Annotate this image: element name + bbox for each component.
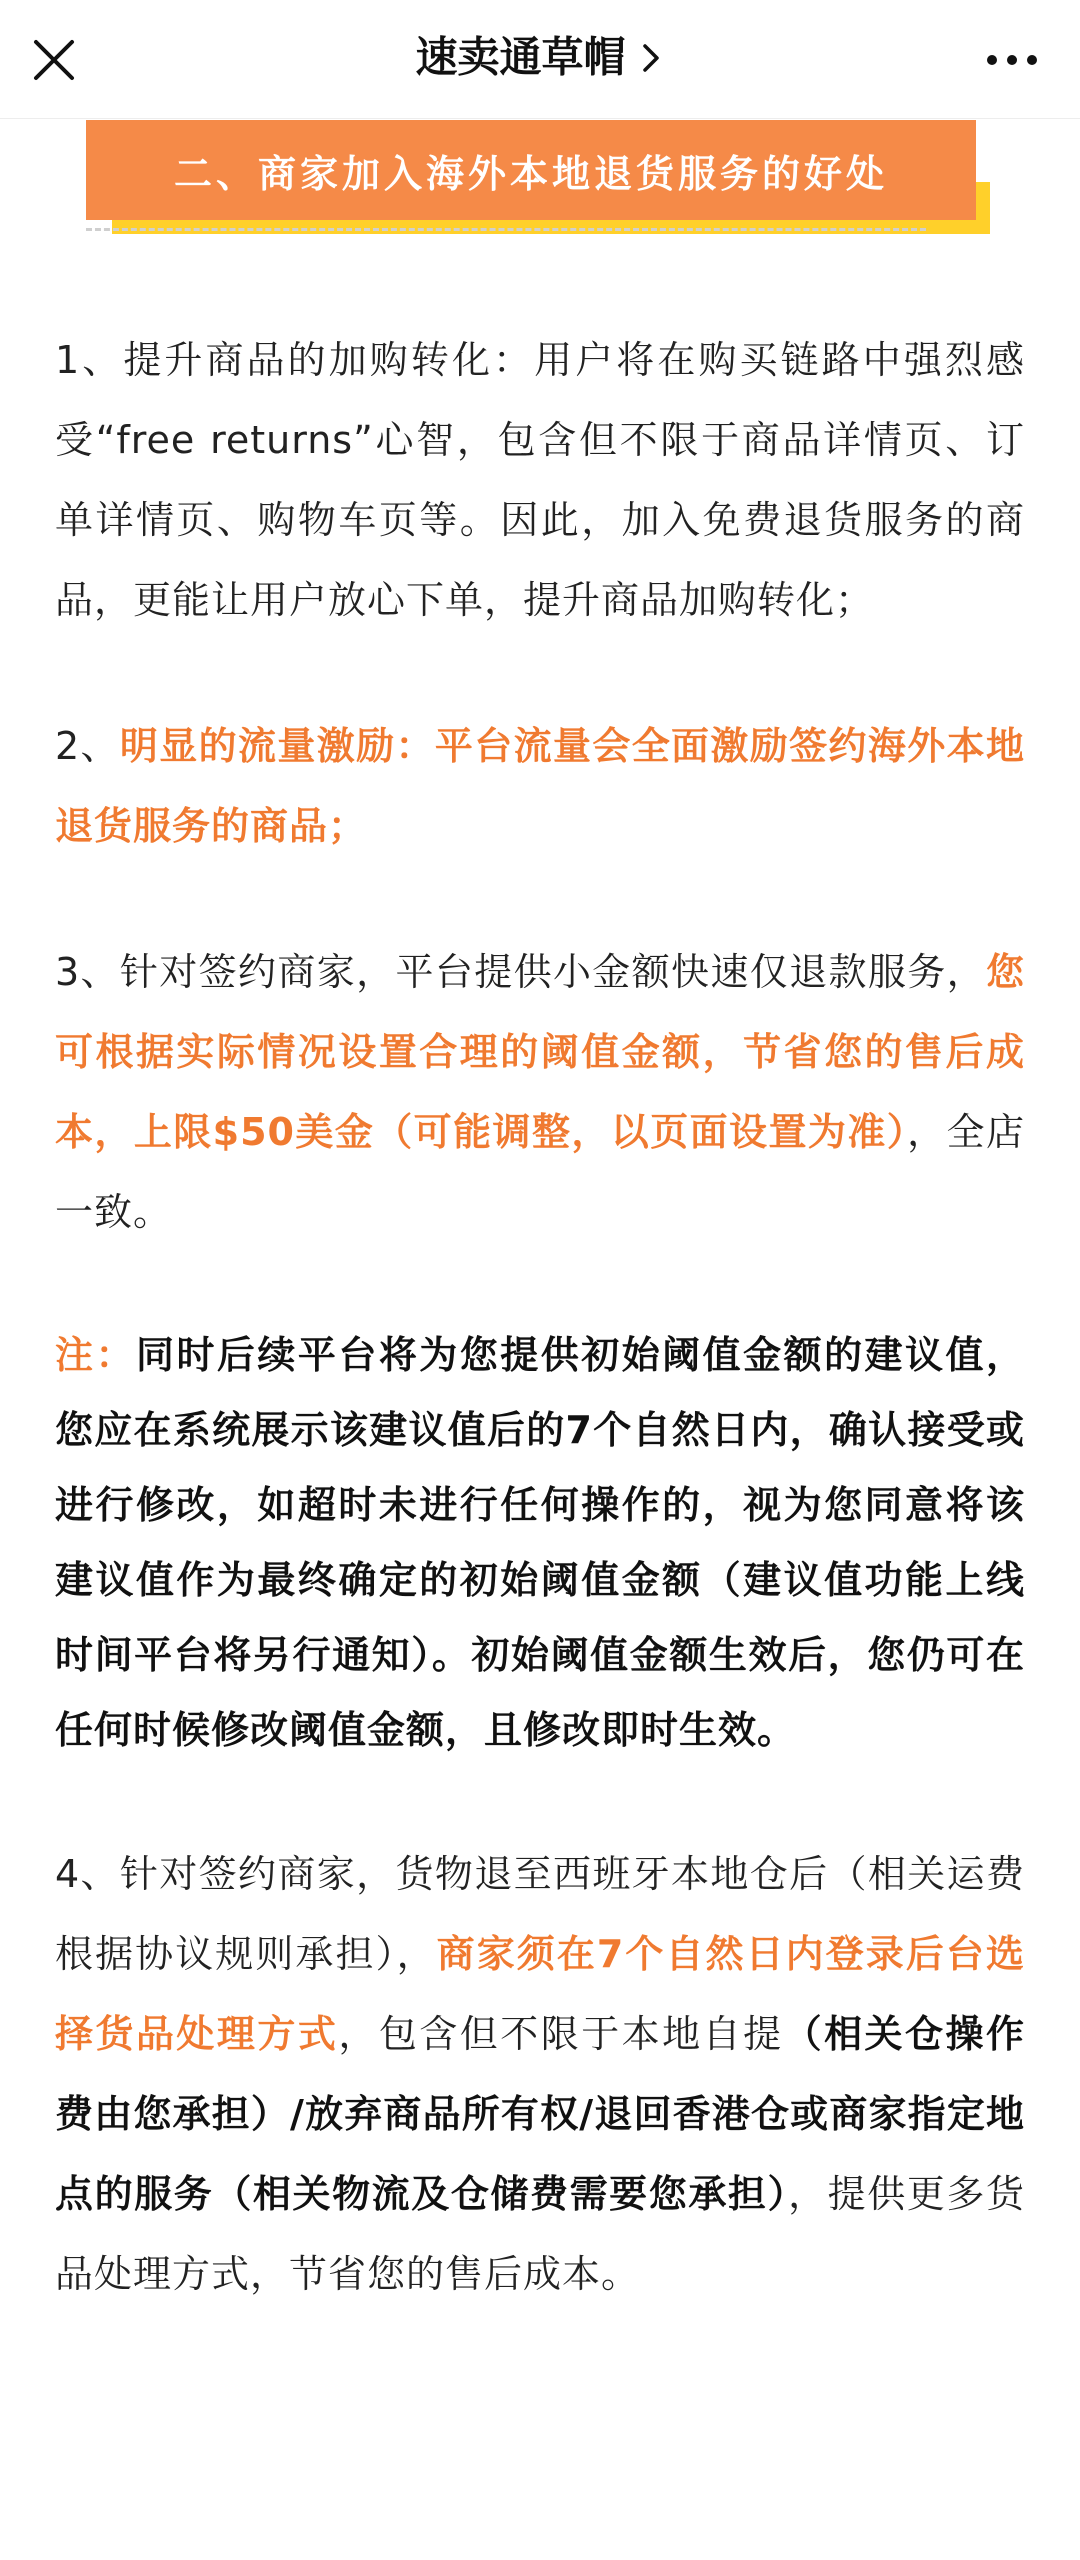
paragraph-2 (55, 706, 1025, 866)
paragraph-3-prefix: 3、针对签约商家，平台提供小金额快速仅退款服务， (55, 950, 986, 994)
paragraph-3 (55, 932, 1025, 1252)
section-banner (86, 120, 976, 232)
note-label: 注： (55, 1333, 136, 1377)
paragraph-4-prefix: 4、针对签约商家，货物退至西班牙本地仓后（相关运费根据协议规则承担）， (55, 1852, 1025, 1976)
paragraph-4-highlight: 商家须在7个自然日内登录后台选择货品处理方式 (55, 1932, 1025, 2056)
more-dots-icon[interactable] (982, 42, 1042, 78)
nav-title-group[interactable] (0, 26, 1080, 88)
paragraph-4 (55, 1834, 1025, 2314)
paragraph-4-bold: （相关仓操作费由您承担）/放弃商品所有权/退回香港仓或商家指定地点的服务（相关物流及仓储费需要您承担） (55, 2012, 1025, 2216)
paragraph-1 (55, 320, 1025, 640)
section-heading: 二、商家加入海外本地退货服务的好处 (173, 151, 888, 196)
nav-bar (0, 0, 1080, 119)
banner-divider (86, 228, 926, 231)
paragraph-4-suffix: ，提供更多货品处理方式，节省您的售后成本。 (55, 2172, 1025, 2296)
note-text: 同时后续平台将为您提供初始阈值金额的建议值，您应在系统展示该建议值后的7个自然日内，确认接受或进行修改，如超时未进行任何操作的，视为您同意将该建议值作为最终确定的初始阈值金额（建议值功能上线时间平台将另行通知）。初始阈值金额生效后，您仍可在任何时候修改阈值金额，且修改即时生效。 (55, 1333, 1025, 1752)
paragraph-3-highlight: 您可根据实际情况设置合理的阈值金额，节省您的售后成本，上限$50美金（可能调整，以页面设置为准） (55, 950, 1025, 1154)
article-body (55, 320, 1025, 2380)
banner-box (86, 120, 976, 220)
paragraph-1-text: 1、提升商品的加购转化：用户将在购买链路中强烈感受“free returns”心智，包含但不限于商品详情页、订单详情页、购物车页等。因此，加入免费退货服务的商品，更能让用户放心下单，提升商品加购转化； (55, 338, 1025, 622)
note-paragraph (55, 1318, 1025, 1768)
page-title[interactable]: 速卖通草帽 (415, 32, 626, 82)
paragraph-2-prefix: 2、 (55, 724, 120, 768)
paragraph-2-highlight: 明显的流量激励：平台流量会全面激励签约海外本地退货服务的商品； (55, 724, 1025, 848)
paragraph-4-middle: ，包含但不限于本地自提 (338, 2012, 784, 2056)
chevron-right-icon[interactable] (637, 38, 665, 78)
paragraph-3-suffix: ，全店一致。 (55, 1110, 1025, 1234)
